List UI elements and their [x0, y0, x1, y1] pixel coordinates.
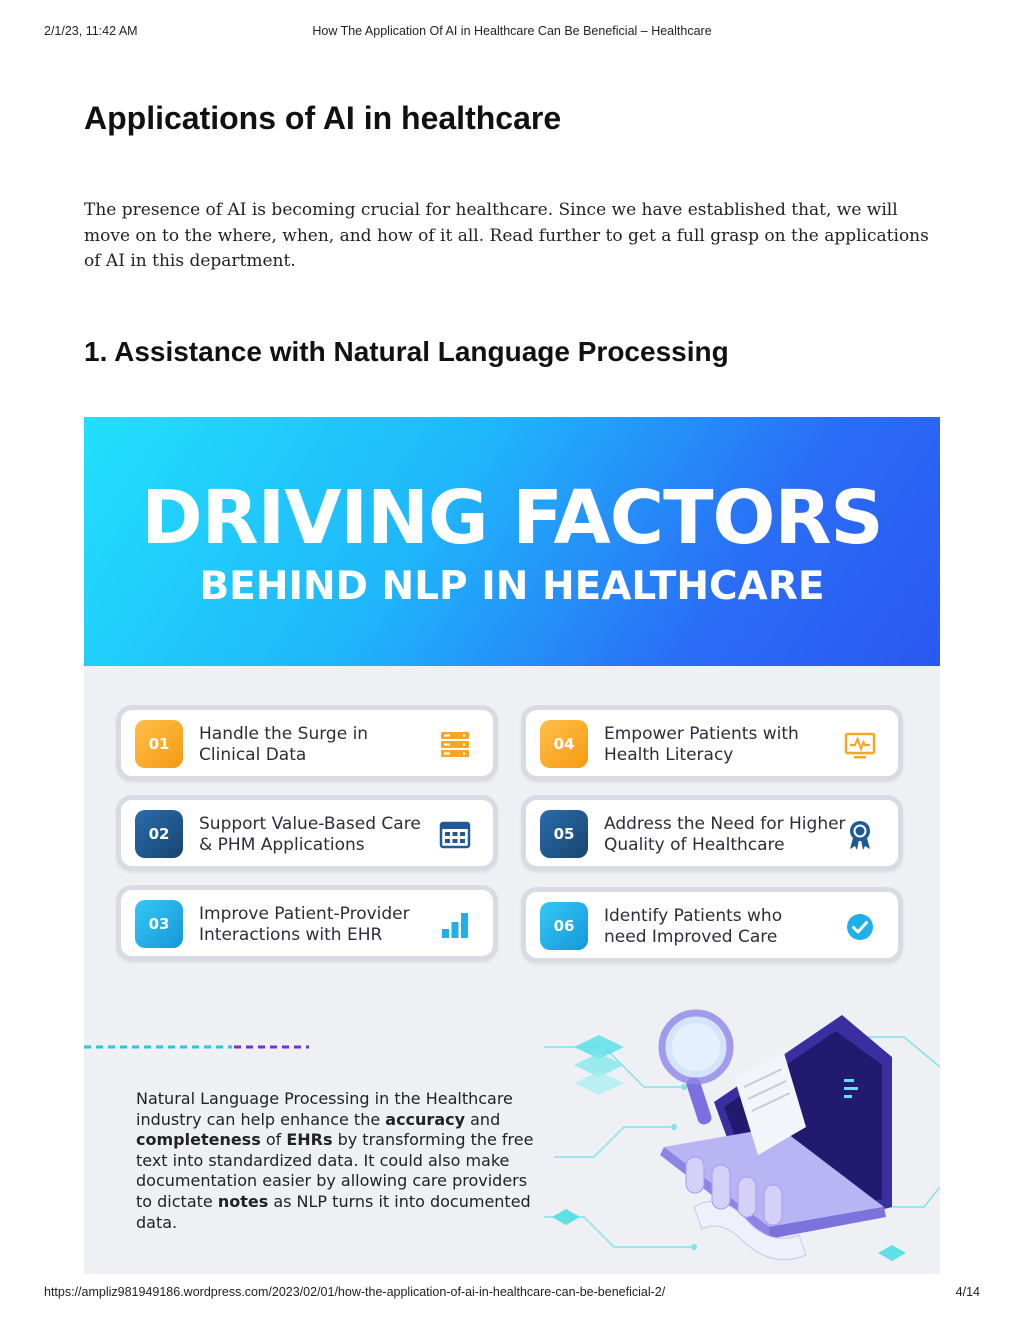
factor-line1: Handle the Surge in — [199, 724, 369, 744]
factor-line1: Support Value-Based Care — [199, 814, 421, 834]
section-heading: 1. Assistance with Natural Language Processing — [84, 336, 729, 367]
factor-number: 06 — [540, 902, 588, 950]
nlp-infographic — [84, 417, 940, 1274]
monitor-pulse-icon — [844, 729, 876, 761]
check-circle-icon — [844, 911, 876, 943]
factor-number: 01 — [135, 720, 183, 768]
factor-text — [199, 904, 410, 946]
factor-text — [604, 814, 846, 856]
nlp-bold-accuracy: accuracy — [385, 1109, 466, 1129]
factor-card-06 — [521, 887, 903, 963]
factor-line2: Quality of Healthcare — [604, 835, 785, 855]
server-icon — [439, 729, 471, 761]
nlp-bold-ehrs: EHRs — [286, 1130, 333, 1150]
factor-number: 02 — [135, 810, 183, 858]
print-page-title: How The Application Of AI in Healthcare Can Be Beneficial – Healthcare — [312, 24, 712, 38]
nlp-text-part: and — [465, 1109, 501, 1129]
nlp-text-part: by transforming the free text into standardized data. It could also make documentation easier by allowing care providers to dictate — [136, 1130, 534, 1211]
factor-line1: Address the Need for Higher — [604, 814, 846, 834]
factor-line2: Interactions with EHR — [199, 925, 383, 945]
factor-line1: Improve Patient-Provider — [199, 904, 410, 924]
factor-card-01 — [116, 705, 498, 781]
factor-line2: Clinical Data — [199, 745, 307, 765]
factor-line2: Health Literacy — [604, 745, 734, 765]
factor-text — [604, 906, 782, 948]
factor-number: 05 — [540, 810, 588, 858]
infographic-subtitle: BEHIND NLP IN HEALTHCARE — [199, 564, 825, 609]
print-footer — [44, 1285, 980, 1301]
factor-card-02 — [116, 795, 498, 871]
grid-table-icon — [439, 819, 471, 851]
infographic-title: DRIVING FACTORS — [141, 475, 883, 561]
factor-card-05 — [521, 795, 903, 871]
factor-text — [199, 814, 421, 856]
factor-text — [604, 724, 799, 766]
award-badge-icon — [844, 819, 876, 851]
print-datetime: 2/1/23, 11:42 AM — [44, 24, 138, 38]
nlp-text-part: Natural Language Processing in the Healthcare industry can help enhance the — [136, 1089, 513, 1129]
factor-card-04 — [521, 705, 903, 781]
laptop-magnifier-illustration — [544, 1007, 940, 1274]
nlp-description — [136, 1089, 536, 1233]
factor-text — [199, 724, 368, 766]
factor-line1: Identify Patients who — [604, 906, 783, 926]
article-heading: Applications of AI in healthcare — [84, 100, 562, 136]
nlp-bold-notes: notes — [217, 1191, 269, 1211]
dashed-divider — [84, 1043, 314, 1051]
factor-number: 04 — [540, 720, 588, 768]
factor-card-03 — [116, 885, 498, 961]
nlp-bold-completeness: completeness — [136, 1130, 261, 1150]
bar-chart-icon — [439, 909, 471, 941]
factor-line2: & PHM Applications — [199, 835, 365, 855]
nlp-text-part: as NLP turns it into documented data. — [136, 1191, 531, 1232]
factor-line1: Empower Patients with — [604, 724, 799, 744]
factor-number: 03 — [135, 900, 183, 948]
print-header — [44, 24, 980, 40]
infographic-banner — [84, 417, 940, 666]
nlp-text-part: of — [260, 1130, 287, 1150]
print-page-number: 4/14 — [955, 1285, 980, 1299]
article-intro: The presence of AI is becoming crucial for healthcare. Since we have established that, we will move on to the where, when, and how of it all. Read further to get a full grasp on the applications of AI in this department. — [84, 200, 929, 271]
print-url: https://ampliz981949186.wordpress.com/2023/02/01/how-the-application-of-ai-in-healthcare-can-be-beneficial-2/ — [44, 1285, 666, 1299]
factor-line2: need Improved Care — [604, 927, 778, 947]
